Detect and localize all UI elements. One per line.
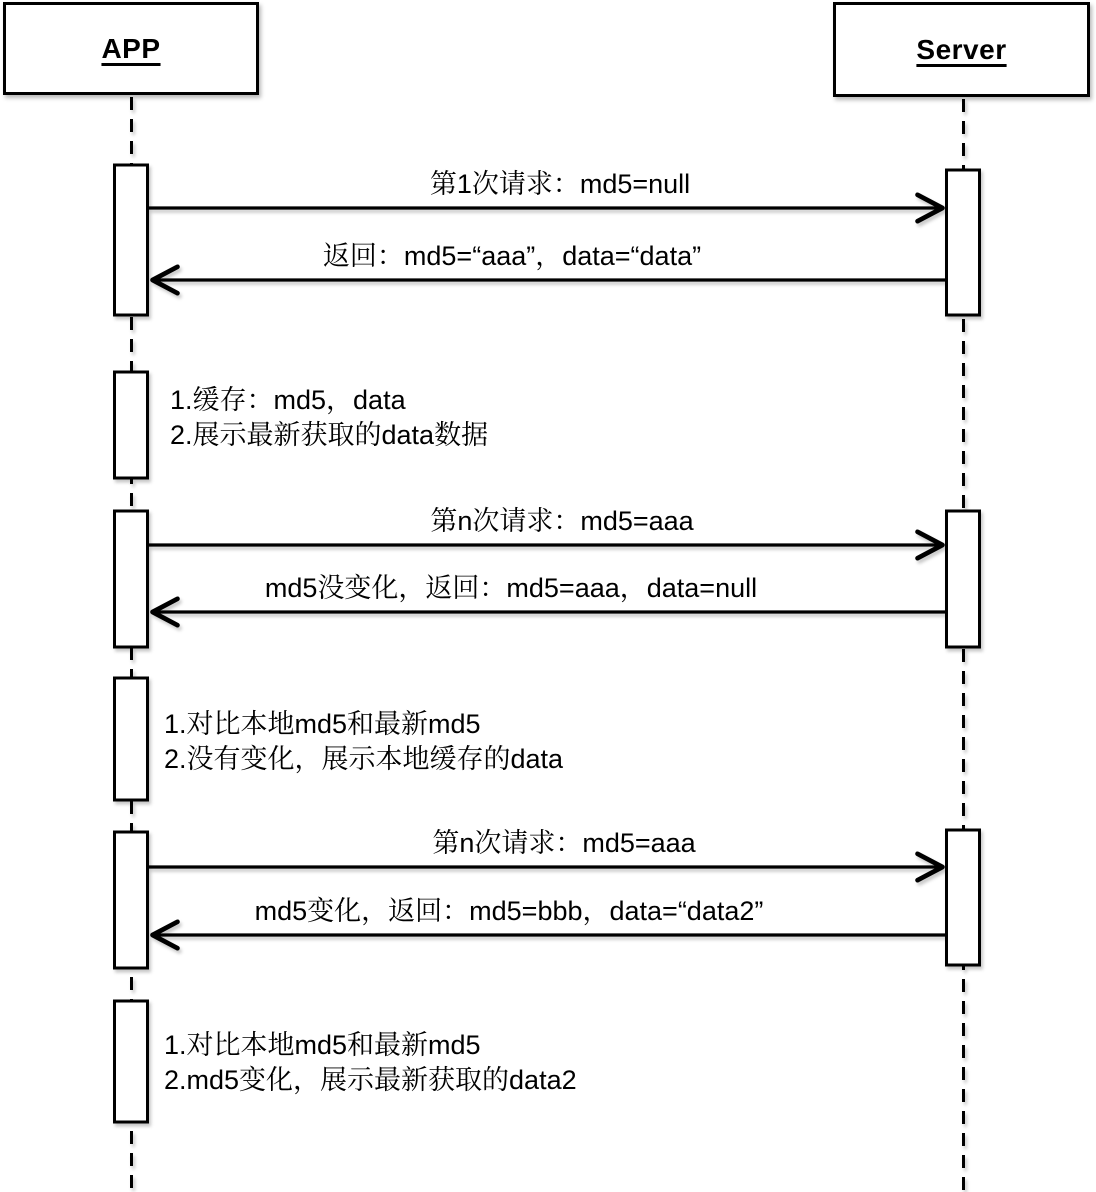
note-line: 2.md5变化，展示最新获取的data2 <box>164 1065 577 1095</box>
activation-bar-app-note2 <box>115 678 148 800</box>
message-label-return1: 返回：md5=“aaa”，data=“data” <box>322 241 702 271</box>
note-compare-unchanged <box>164 707 563 777</box>
message-label-return2: md5没变化，返回：md5=aaa，data=null <box>264 573 758 603</box>
actor-server-label: Server <box>916 33 1007 65</box>
note-line: 2.没有变化，展示本地缓存的data <box>164 744 564 774</box>
note-cache <box>170 383 488 453</box>
note-compare-changed <box>164 1028 577 1098</box>
actor-app-label: APP <box>101 32 161 64</box>
message-label-return3: md5变化，返回：md5=bbb，data=“data2” <box>254 896 764 926</box>
message-label-request2: 第n次请求：md5=aaa <box>430 506 694 536</box>
activation-bar-app-note1 <box>115 372 148 478</box>
activation-bar-server-request1 <box>947 170 980 315</box>
actor-server <box>833 2 1090 97</box>
note-line: 1.缓存：md5，data <box>170 385 406 415</box>
activation-bar-app-note3 <box>115 1001 148 1122</box>
activation-bar-app-request3 <box>115 832 148 968</box>
activation-bar-app-request1 <box>115 165 148 315</box>
activation-bar-server-request3 <box>947 830 980 965</box>
note-line: 1.对比本地md5和最新md5 <box>164 709 481 739</box>
note-line: 1.对比本地md5和最新md5 <box>164 1030 481 1060</box>
message-label-request1: 第1次请求：md5=null <box>429 169 691 199</box>
activation-bar-server-request2 <box>947 511 980 647</box>
actor-app <box>3 2 259 95</box>
message-label-request3: 第n次请求：md5=aaa <box>432 828 696 858</box>
activation-bar-app-request2 <box>115 511 148 647</box>
note-line: 2.展示最新获取的data数据 <box>170 420 489 450</box>
